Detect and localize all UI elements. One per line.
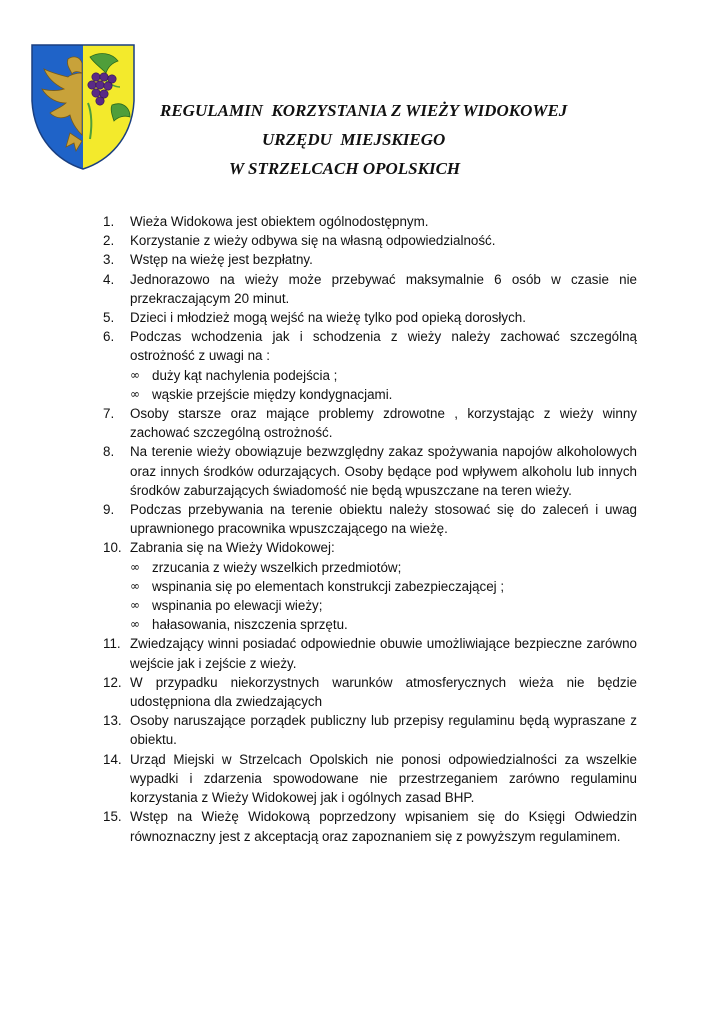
rule-number: 13. bbox=[103, 713, 122, 729]
rule-text: Podczas wchodzenia jak i schodzenia z wieży należy zachować szczególną ostrożność z uwagi na : bbox=[130, 329, 637, 364]
rule-text: Zwiedzający winni posiadać odpowiednie obuwie umożliwiające bezpieczne zarówno wejście jak i zejście z wieży. bbox=[130, 636, 637, 671]
rule-sub-list bbox=[130, 366, 637, 404]
sub-list-item bbox=[130, 615, 637, 634]
rule-number: 1. bbox=[103, 214, 115, 229]
rule-item bbox=[103, 404, 637, 442]
rule-text: Dzieci i młodzież mogą wejść na wieżę tylko pod opieką dorosłych. bbox=[130, 310, 526, 326]
infinity-bullet-icon: ∞ bbox=[130, 367, 140, 382]
rule-number: 15. bbox=[103, 809, 122, 825]
rule-text: Na terenie wieży obowiązuje bezwzględny zakaz spożywania napojów alkoholowych oraz innych środków odurzających. Osoby będące pod wpływem alkoholu lub innych środków zaburzających świadomość nie będą wpuszczane na teren wieży. bbox=[130, 444, 637, 498]
sub-list-item bbox=[130, 596, 637, 615]
rule-number: 3. bbox=[103, 252, 115, 268]
rule-number: 11. bbox=[103, 636, 121, 652]
rule-item bbox=[103, 327, 637, 404]
rule-text: Wstęp na wieżę jest bezpłatny. bbox=[130, 252, 313, 268]
rule-item bbox=[103, 250, 637, 269]
rule-item bbox=[103, 807, 637, 845]
rule-text: Osoby naruszające porządek publiczny lub przepisy regulaminu będą wypraszane z obiektu. bbox=[130, 713, 637, 748]
rule-item bbox=[103, 750, 637, 808]
rule-sub-list bbox=[130, 558, 637, 635]
rule-item bbox=[103, 442, 637, 500]
title-line-1: REGULAMIN KORZYSTANIA Z WIEŻY WIDOKOWEJ bbox=[160, 101, 568, 120]
rule-text: Wieża Widokowa jest obiektem ogólnodostępnym. bbox=[130, 214, 429, 229]
rule-item bbox=[103, 634, 637, 672]
rule-number: 8. bbox=[103, 444, 115, 460]
rule-item bbox=[103, 212, 637, 231]
rule-item bbox=[103, 711, 637, 749]
rule-text: W przypadku niekorzystnych warunków atmosferycznych wieża nie będzie udostępniona dla zwiedzających bbox=[130, 674, 637, 710]
rule-number: 10. bbox=[103, 540, 122, 556]
title-line-2: URZĘDU MIEJSKIEGO bbox=[262, 130, 446, 149]
infinity-bullet-icon: ∞ bbox=[130, 386, 140, 401]
rule-text: Podczas przebywania na terenie obiektu należy stosować się do zaleceń i uwag uprawnionego pracownika wpuszczającego na wieżę. bbox=[130, 502, 637, 537]
rules-list bbox=[103, 212, 637, 846]
sub-item-text: duży kąt nachylenia podejścia ; bbox=[152, 367, 338, 383]
sub-item-text: zrzucania z wieży wszelkich przedmiotów; bbox=[152, 559, 402, 575]
rule-number: 9. bbox=[103, 502, 115, 518]
rule-number: 14. bbox=[103, 751, 122, 767]
rule-number: 7. bbox=[103, 406, 115, 422]
sub-item-text: hałasowania, niszczenia sprzętu. bbox=[152, 617, 348, 633]
rule-item bbox=[103, 673, 637, 711]
infinity-bullet-icon: ∞ bbox=[130, 617, 140, 632]
title-line-3: W STRZELCACH OPOLSKICH bbox=[229, 159, 461, 178]
infinity-bullet-icon: ∞ bbox=[130, 578, 140, 593]
rule-text: Osoby starsze oraz mające problemy zdrowotne , korzystając z wieży winny zachować szczególną ostrożność. bbox=[130, 406, 637, 441]
rule-number: 2. bbox=[103, 233, 115, 249]
rule-number: 4. bbox=[103, 271, 115, 287]
rule-number: 5. bbox=[103, 310, 115, 326]
sub-item-text: wąskie przejście między kondygnacjami. bbox=[152, 386, 393, 402]
infinity-bullet-icon: ∞ bbox=[130, 598, 140, 613]
rule-item bbox=[103, 308, 637, 327]
rule-number: 12. bbox=[103, 674, 122, 690]
sub-item-text: wspinania po elewacji wieży; bbox=[152, 598, 323, 614]
rule-item bbox=[103, 538, 637, 634]
rule-text: Korzystanie z wieży odbywa się na własną odpowiedzialność. bbox=[130, 233, 496, 249]
sub-item-text: wspinania się po elementach konstrukcji zabezpieczającej ; bbox=[152, 578, 505, 594]
sub-list-item bbox=[130, 366, 637, 385]
rule-item bbox=[103, 270, 637, 308]
rule-text: Jednorazowo na wieży może przebywać maksymalnie 6 osób w czasie nie przekraczającym 20 minut. bbox=[130, 271, 637, 306]
rule-text: Zabrania się na Wieży Widokowej: bbox=[130, 540, 335, 556]
sub-list-item bbox=[130, 385, 637, 404]
rule-item bbox=[103, 500, 637, 538]
sub-list-item bbox=[130, 577, 637, 596]
rule-text: Wstęp na Wieżę Widokową poprzedzony wpisaniem się do Księgi Odwiedzin równoznaczny jest z akceptacją oraz zapoznaniem się z powyższym regulaminem. bbox=[130, 809, 637, 844]
infinity-bullet-icon: ∞ bbox=[130, 559, 140, 574]
rule-item bbox=[103, 231, 637, 250]
rule-text: Urząd Miejski w Strzelcach Opolskich nie ponosi odpowiedzialności za wszelkie wypadki i zdarzenia spowodowane nie przestrzeganiem zarówno regulaminu korzystania z Wieży Widokowej jak i ogólnych zasad BHP. bbox=[130, 751, 637, 806]
sub-list-item bbox=[130, 558, 637, 577]
document-title bbox=[0, 96, 724, 183]
rule-number: 6. bbox=[103, 329, 115, 345]
